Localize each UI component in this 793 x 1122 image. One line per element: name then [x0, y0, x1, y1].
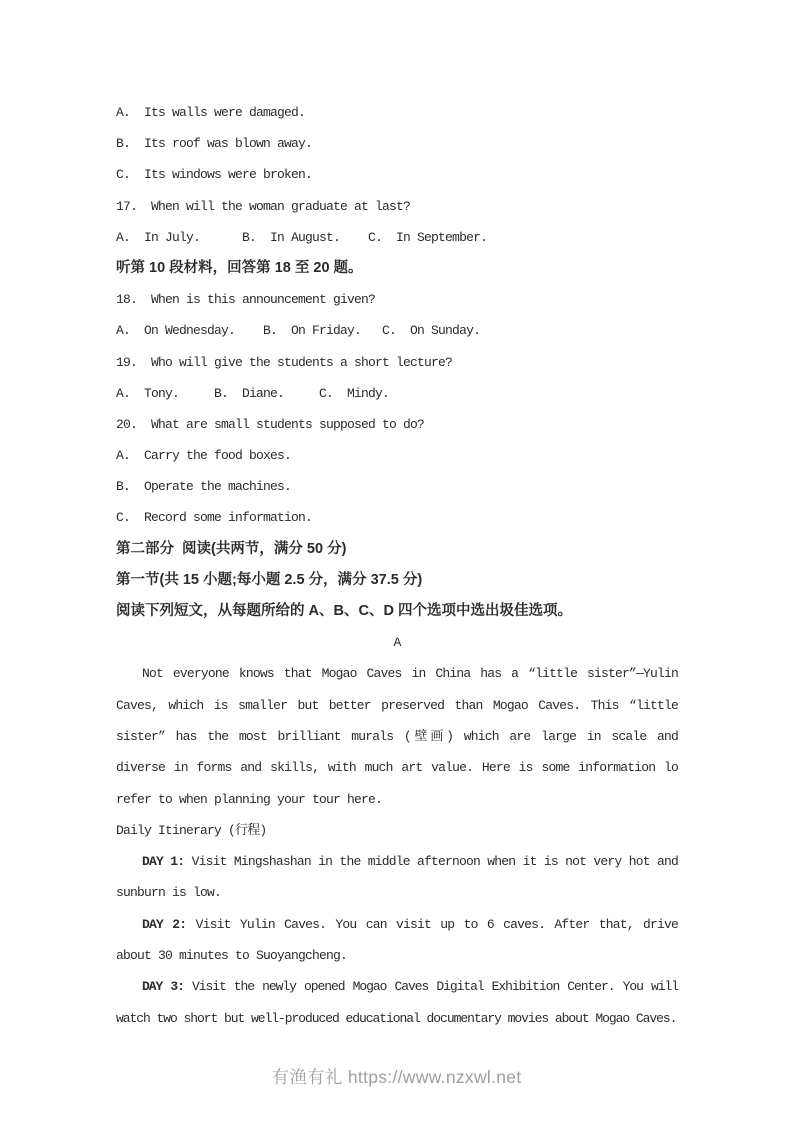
q17-options: A. In July. B. In August. C. In September. — [116, 229, 488, 245]
q18-options: A. On Wednesday. B. On Friday. C. On Sunday. — [116, 323, 481, 339]
section1-header: 第一节(共 15 小题;每小题 2.5 分，满分 37.5 分) — [116, 571, 423, 588]
itinerary-title: Daily Itinerary (行程) — [116, 822, 267, 838]
q20-option-a: A. Carry the food boxes. — [116, 448, 292, 464]
q18-question: 18. When is this announcement given? — [116, 292, 376, 308]
passage-intro-paragraph: Not everyone knows that Mogao Caves in China has a “little sister”—Yulin Caves, which is smaller but better preserved than Mogao Caves. This “little sister” has the most brilliant murals (壁画) which are large in scale and diverse in forms and skills, with much art value. Here is some information lo refer to when planning your tour here. — [116, 666, 678, 807]
day2-label: DAY 2: — [142, 916, 187, 932]
day2-text: Visit Yulin Caves. You can visit up to 6 caves. After that, drive about 30 minutes to Suoyangcheng. — [116, 916, 678, 963]
passage-label: A — [393, 635, 401, 651]
page-content — [116, 97, 678, 1034]
q20-option-b: B. Operate the machines. — [116, 479, 292, 495]
q20-option-c: C. Record some information. — [116, 510, 313, 526]
day1-text: Visit Mingshashan in the middle afternoon when it is not very hot and sunburn is low. — [116, 854, 678, 901]
day1-paragraph — [116, 846, 678, 909]
q16-option-b: B. Its roof was blown away. — [116, 136, 313, 152]
part2-header: 第二部分 阅读(共两节，满分 50 分) — [116, 540, 347, 557]
watermark-footer: 有渔有礼 https://www.nzxwl.net — [271, 1067, 522, 1087]
day3-paragraph — [116, 971, 678, 1034]
q19-question: 19. Who will give the students a short lecture? — [116, 354, 453, 370]
q20-question: 20. What are small students supposed to do? — [116, 416, 425, 432]
day1-label: DAY 1: — [142, 854, 185, 870]
reading-instruction: 阅读下列短文，从每题所给的 A、B、C、D 四个选项中选出圾佳选项。 — [116, 603, 572, 619]
day2-paragraph — [116, 909, 678, 972]
q16-option-a: A. Its walls were damaged. — [116, 105, 306, 120]
q16-option-c: C. Its windows were broken. — [116, 167, 313, 183]
q17-question: 17. When will the woman graduate at last? — [116, 198, 411, 214]
q19-options: A. Tony. B. Diane. C. Mindy. — [116, 385, 390, 401]
day3-label: DAY 3: — [142, 979, 184, 995]
day3-text: Visit the newly opened Mogao Caves Digital Exhibition Center. You will watch two short but well-produced educational documentary movies about Mogao Caves. — [116, 979, 678, 1026]
material-10-header: 听第 10 段材料，回答第 18 至 20 题。 — [116, 259, 363, 276]
